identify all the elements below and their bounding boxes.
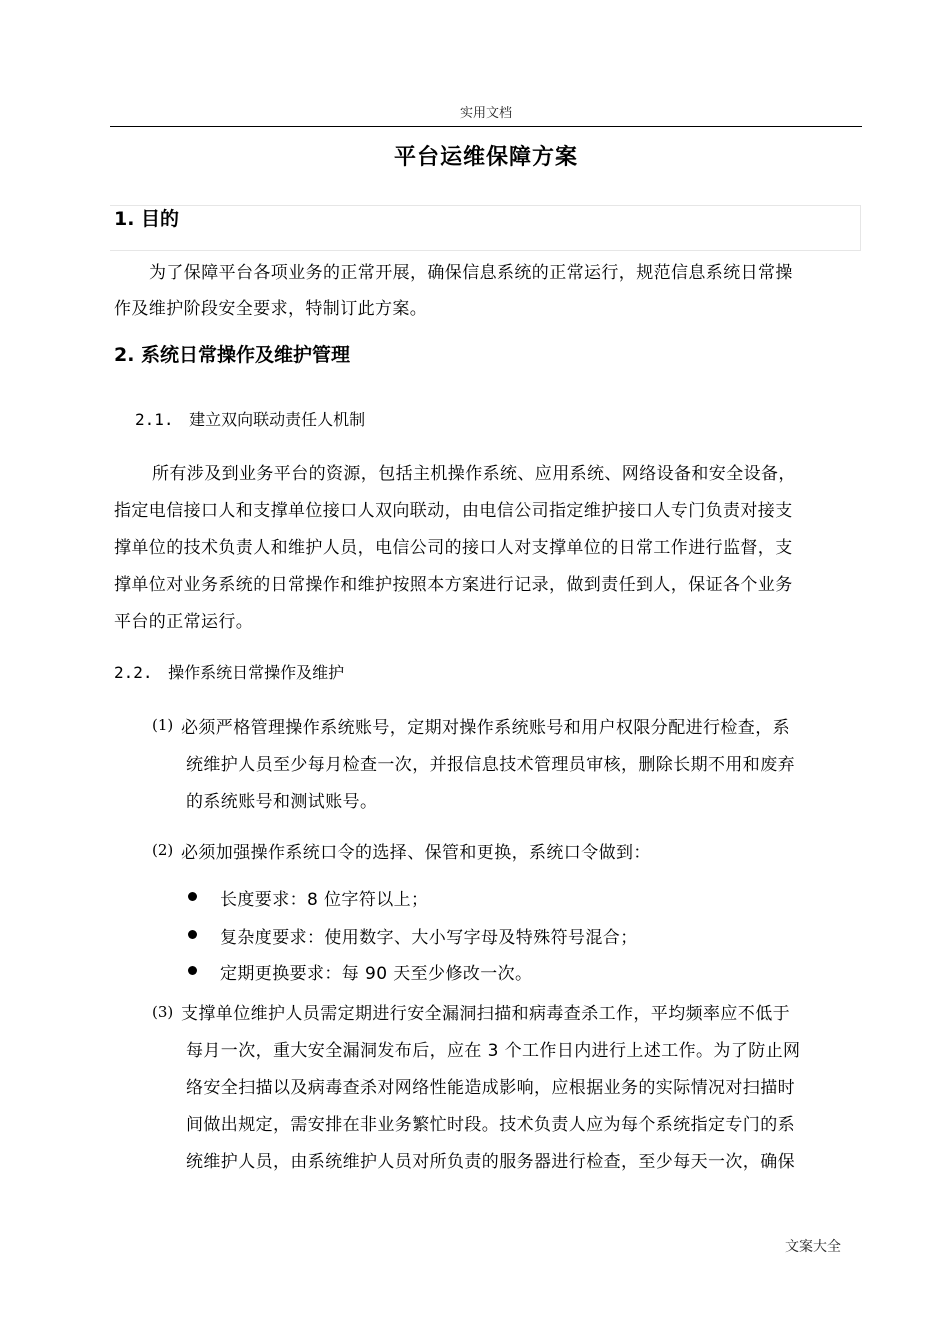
bullet-item: 复杂度要求：使用数字、大小写字母及特殊符号混合； [220,928,638,948]
subsection-2-1-paragraph-line: 撑单位对业务系统的日常操作和维护按照本方案进行记录，做到责任到人，保证各个业务 [114,575,793,595]
subsection-2-1-paragraph-line: 指定电信接口人和支撑单位接口人双向联动，由电信公司指定维护接口人专门负责对接支 [114,501,793,521]
list-item-line: 必须严格管理操作系统账号，定期对操作系统账号和用户权限分配进行检查，系 [181,718,790,738]
list-item-number: (2) [152,841,174,859]
section-1-paragraph-line: 作及维护阶段安全要求，特制订此方案。 [114,299,428,319]
bullet-icon [188,892,197,901]
list-item-line: 统维护人员，由系统维护人员对所负责的服务器进行检查，至少每天一次，确保 [186,1152,795,1172]
list-item-line: 间做出规定，需安排在非业务繁忙时段。技术负责人应为每个系统指定专门的系 [186,1115,795,1135]
list-item-line: 每月一次，重大安全漏洞发布后，应在 3 个工作日内进行上述工作。为了防止网 [186,1041,801,1061]
list-item-line: 的系统账号和测试账号。 [186,792,378,812]
section-2-heading: 2. 系统日常操作及维护管理 [114,344,351,366]
bullet-item: 定期更换要求：每 90 天至少修改一次。 [220,964,533,984]
list-item-line: 必须加强操作系统口令的选择、保管和更换，系统口令做到： [181,843,651,863]
subsection-title: 操作系统日常操作及维护 [168,663,345,682]
document-title: 平台运维保障方案 [393,145,578,170]
subsection-2-1-paragraph-line: 所有涉及到业务平台的资源，包括主机操作系统、应用系统、网络设备和安全设备， [152,464,796,484]
subsection-2-2-heading [114,660,344,683]
subsection-title: 建立双向联动责任人机制 [189,410,366,429]
subsection-number: 2.1. [135,410,174,429]
header-divider [110,126,862,127]
section-1-heading-frame [110,205,861,251]
subsection-2-1-heading [135,407,365,430]
subsection-number: 2.2. [114,663,153,682]
list-item-line: 支撑单位维护人员需定期进行安全漏洞扫描和病毒查杀工作，平均频率应不低于 [181,1004,790,1024]
section-1-paragraph-line: 为了保障平台各项业务的正常开展，确保信息系统的正常运行，规范信息系统日常操 [149,263,793,283]
list-item-number: (3) [152,1003,174,1021]
page-header: 实用文档 [459,106,512,121]
section-1-heading: 1. 目的 [114,208,180,230]
bullet-icon [188,930,197,939]
subsection-2-1-paragraph-line: 平台的正常运行。 [114,612,254,632]
subsection-2-1-paragraph-line: 撑单位的技术负责人和维护人员，电信公司的接口人对支撑单位的日常工作进行监督，支 [114,538,793,558]
bullet-icon [188,966,197,975]
list-item-number: (1) [152,716,174,734]
list-item-line: 络安全扫描以及病毒查杀对网络性能造成影响，应根据业务的实际情况对扫描时 [186,1078,795,1098]
bullet-item: 长度要求：8 位字符以上； [220,890,429,910]
list-item-line: 统维护人员至少每月检查一次，并报信息技术管理员审核，删除长期不用和废弃 [186,755,795,775]
page-footer: 文案大全 [785,1239,841,1255]
